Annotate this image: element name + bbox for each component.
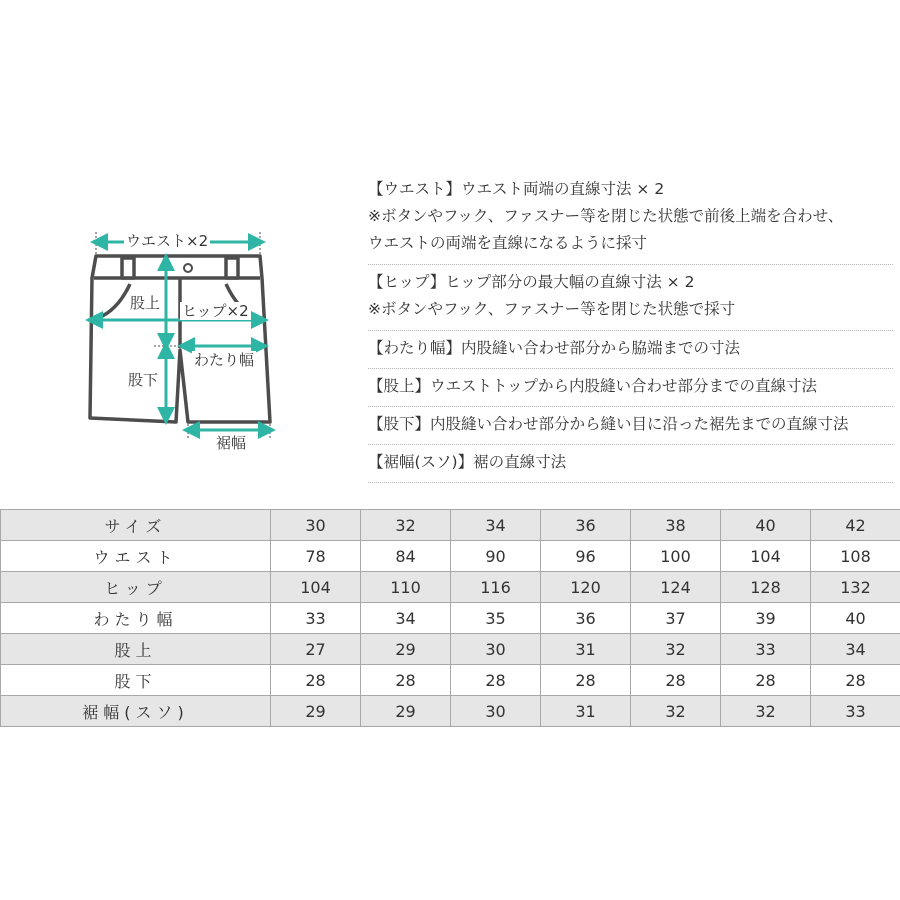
note-line: ウエストの両端を直線になるように採寸 xyxy=(368,234,648,252)
note-line: ※ボタンやフック、ファスナー等を閉じた状態で採寸 xyxy=(368,300,736,318)
table-cell: 32 xyxy=(721,696,811,727)
table-cell: 35 xyxy=(451,603,541,634)
table-cell: 40 xyxy=(721,510,811,541)
hip-label: ヒップ×2 xyxy=(182,302,249,320)
table-cell: 33 xyxy=(721,634,811,665)
row-header: 股下 xyxy=(1,665,271,696)
inseam-label: 股下 xyxy=(128,371,159,389)
table-row-hem xyxy=(1,696,900,727)
table-cell: 28 xyxy=(451,665,541,696)
hem-label: 裾幅 xyxy=(216,434,247,452)
note-line: 【裾幅(スソ)】裾の直線寸法 xyxy=(368,453,567,471)
table-cell: 78 xyxy=(271,541,361,572)
table-cell: 39 xyxy=(721,603,811,634)
table-cell: 28 xyxy=(271,665,361,696)
table-cell: 30 xyxy=(451,696,541,727)
table-cell: 32 xyxy=(631,634,721,665)
table-cell: 33 xyxy=(811,696,900,727)
table-cell: 116 xyxy=(451,572,541,603)
table-row-size xyxy=(1,510,900,541)
row-header: ウエスト xyxy=(1,541,271,572)
thigh-label: わたり幅 xyxy=(194,351,255,369)
table-cell: 28 xyxy=(811,665,900,696)
table-cell: 31 xyxy=(541,634,631,665)
table-cell: 124 xyxy=(631,572,721,603)
note-rise xyxy=(368,369,893,407)
table-row-hip xyxy=(1,572,900,603)
table-row-rise xyxy=(1,634,900,665)
table-cell: 28 xyxy=(721,665,811,696)
waist-label: ウエスト×2 xyxy=(126,232,209,250)
table-cell: 28 xyxy=(631,665,721,696)
table-cell: 90 xyxy=(451,541,541,572)
row-header: 裾幅(スソ) xyxy=(1,696,271,727)
row-header: わたり幅 xyxy=(1,603,271,634)
note-thigh xyxy=(368,331,893,369)
measurement-notes xyxy=(368,172,893,483)
table-cell: 30 xyxy=(451,634,541,665)
table-cell: 33 xyxy=(271,603,361,634)
table-cell: 28 xyxy=(361,665,451,696)
table-cell: 31 xyxy=(541,696,631,727)
note-line: 【股下】内股縫い合わせ部分から縫い目に沿った裾先までの直線寸法 xyxy=(368,415,849,433)
rise-label: 股上 xyxy=(130,294,161,312)
row-header: サイズ xyxy=(1,510,271,541)
row-header: 股上 xyxy=(1,634,271,665)
table-cell: 104 xyxy=(721,541,811,572)
table-cell: 100 xyxy=(631,541,721,572)
table-cell: 132 xyxy=(811,572,900,603)
table-cell: 37 xyxy=(631,603,721,634)
table-cell: 108 xyxy=(811,541,900,572)
note-line: ※ボタンやフック、ファスナー等を閉じた状態で前後上端を合わせ、 xyxy=(368,207,844,225)
table-cell: 104 xyxy=(271,572,361,603)
table-cell: 34 xyxy=(361,603,451,634)
note-hip xyxy=(368,265,893,331)
table-cell: 32 xyxy=(631,696,721,727)
note-inseam xyxy=(368,407,893,445)
table-cell: 27 xyxy=(271,634,361,665)
table-cell: 42 xyxy=(811,510,900,541)
table-cell: 96 xyxy=(541,541,631,572)
shorts-illustration xyxy=(80,222,280,462)
table-cell: 29 xyxy=(271,696,361,727)
table-cell: 34 xyxy=(811,634,900,665)
table-row-waist xyxy=(1,541,900,572)
table-cell: 34 xyxy=(451,510,541,541)
size-table xyxy=(0,509,900,727)
table-cell: 110 xyxy=(361,572,451,603)
note-line: 【ウエスト】ウエスト両端の直線寸法 × 2 xyxy=(368,180,665,198)
table-cell: 38 xyxy=(631,510,721,541)
table-cell: 84 xyxy=(361,541,451,572)
note-line: 【股上】ウエストトップから内股縫い合わせ部分までの直線寸法 xyxy=(368,377,818,395)
row-header: ヒップ xyxy=(1,572,271,603)
shorts-outline xyxy=(90,256,270,422)
table-cell: 128 xyxy=(721,572,811,603)
table-cell: 40 xyxy=(811,603,900,634)
table-cell: 29 xyxy=(361,696,451,727)
table-cell: 32 xyxy=(361,510,451,541)
table-cell: 30 xyxy=(271,510,361,541)
table-cell: 28 xyxy=(541,665,631,696)
table-cell: 120 xyxy=(541,572,631,603)
table-row-thigh xyxy=(1,603,900,634)
shorts-diagram xyxy=(80,222,280,462)
table-cell: 29 xyxy=(361,634,451,665)
note-waist xyxy=(368,172,893,265)
table-cell: 36 xyxy=(541,603,631,634)
table-cell: 36 xyxy=(541,510,631,541)
note-line: 【ヒップ】ヒップ部分の最大幅の直線寸法 × 2 xyxy=(368,273,695,291)
table-row-inseam xyxy=(1,665,900,696)
note-line: 【わたり幅】内股縫い合わせ部分から脇端までの寸法 xyxy=(368,339,741,357)
note-hem xyxy=(368,445,893,483)
